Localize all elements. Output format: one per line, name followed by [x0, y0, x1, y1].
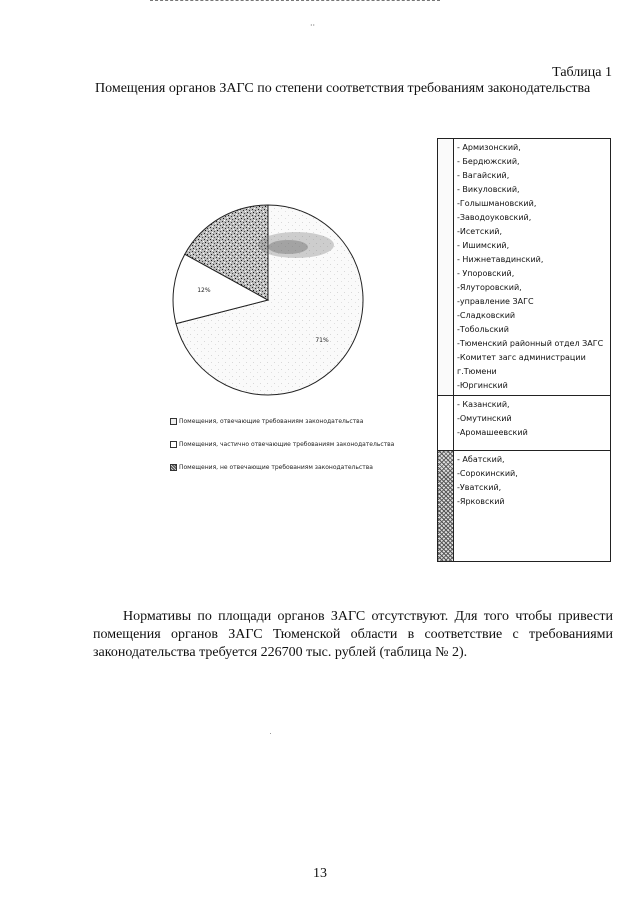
table-row [438, 139, 611, 396]
districts-table [437, 138, 611, 562]
district-item: -Голышмановский, [457, 199, 537, 208]
group-list-compliant [454, 139, 611, 396]
district-item: -Уватский, [457, 483, 502, 492]
district-item: -Сорокинский, [457, 469, 518, 478]
pie-data-label: 71% [315, 336, 329, 344]
legend-label: Помещения, частично отвечающие требованиям законодательства [179, 441, 395, 448]
district-item: -Сладковский [457, 311, 516, 320]
district-item: -Заводоуковский, [457, 213, 532, 222]
district-item: -Тобольский [457, 325, 509, 334]
district-item: - Упоровский, [457, 269, 515, 278]
district-item: - Вагайский, [457, 171, 510, 180]
district-item: - Армизонский, [457, 143, 521, 152]
group-list-noncompliant [454, 451, 611, 562]
district-item: -управление ЗАГС [457, 297, 534, 306]
paragraph-text: Нормативы по площади органов ЗАГС отсутствуют. Для того чтобы привести помещения органов ЗАГС Тюменской области в соответствие с требованиями законодательства требуется 226700 тыс. рублей (таблица № 2). [93, 609, 613, 660]
chart-legend [170, 418, 394, 487]
district-item: - Нижнетавдинский, [457, 255, 544, 264]
scan-top-line [150, 0, 440, 1]
body-paragraph [93, 608, 613, 662]
district-item: - Ишимский, [457, 241, 510, 250]
district-item: -Аромашеевский [457, 428, 528, 437]
district-item: -Исетский, [457, 227, 503, 236]
district-item: - Казанский, [457, 400, 510, 409]
district-item: -Ялуторовский, [457, 283, 522, 292]
district-item: -Комитет загс администрации г.Тюмени [457, 353, 586, 376]
pie-data-label: 12% [197, 286, 211, 294]
table-label: Таблица 1 [552, 65, 612, 80]
legend-label: Помещения, не отвечающие требованиям законодательства [179, 464, 373, 471]
page-number: 13 [313, 866, 327, 881]
district-item: -Ярковский [457, 497, 505, 506]
legend-label: Помещения, отвечающие требованиям законодательства [179, 418, 364, 425]
district-item: -Омутинский [457, 414, 512, 423]
legend-item [170, 464, 394, 471]
pie-chart [168, 185, 368, 415]
legend-swatch [170, 418, 177, 425]
legend-swatch [170, 441, 177, 448]
scan-smudge [258, 232, 334, 258]
legend-item [170, 418, 394, 425]
district-item: - Абатский, [457, 455, 505, 464]
page-title: Помещения органов ЗАГС по степени соответствия требованиям законодательства [95, 81, 591, 96]
group-list-partial [454, 396, 611, 451]
group-swatch-partial [438, 396, 454, 451]
group-swatch-compliant [438, 139, 454, 396]
district-item: - Викуловский, [457, 185, 520, 194]
group-swatch-noncompliant [438, 451, 454, 562]
district-item: - Бердюжский, [457, 157, 520, 166]
district-item: -Юргинский [457, 381, 508, 390]
table-row [438, 451, 611, 562]
scan-speck: ·· [310, 21, 316, 30]
district-item: -Тюменский районный отдел ЗАГС [457, 339, 604, 348]
legend-swatch [170, 464, 177, 471]
legend-item [170, 441, 394, 448]
table-row [438, 396, 611, 451]
scan-dot [270, 733, 271, 734]
